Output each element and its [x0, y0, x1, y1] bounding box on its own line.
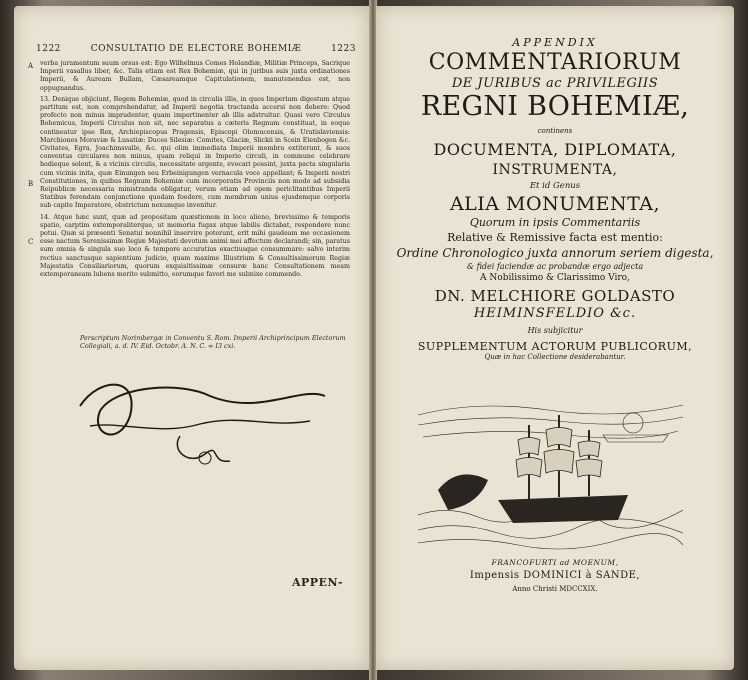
paragraph: 13. Denique objiciunt, Regem Bohemiæ, quod in circulis illis, in quos Imperium digestum atque partitum est, non comprehendatur, ad Imperii negotia tractanda accersi non debere: Quod profecto non minus imprudenter, quam impertinenter ab illis adstruitur. Quasi vero Circulus Bohemicus, Imperii Circulus non sit, nec separatus a cæteris Regnum constituat, in eoque contineatur ipse Rex, Archiepiscopus Pragensis, Episcopi Olomucensis, & Uratislaviensis: Marchiones Moraviæ & Lusatiæ: Duces Silesiæ: Comites, Glaciæ, Slickii in Scein Elenbogen &c. Civitates, Egra, Joachimsvalle, &c. qui olim immediata Imperii membra extiterunt, & suos conventus circulares non minus, quam reliqui in Imperio circuli, in commune celebrare hodieque solent, & a vicinis circulis, necessitate urgente, evocari possint, juxta pacta singularia cum vicinis inita, quæ Einungen seu Erbeinigungen vernacula voce appellant; & Imperii nostri Constitutiones, in quibus Regnum Bohemiæ cum incorporatis Provinciis non modo ad subsidia Reipublicæ necessaria ministranda obligatur, verum etiam ad opem periclitantibus Imperii Statibus ferendam conjunctione quodam foedere, cum membrum unius ejusdemque corporis sub capite Imperatore, obstrictum nexumque invenitur.: [40, 95, 350, 210]
catchword: APPEN-: [292, 576, 344, 589]
title-documenta: DOCUMENTA, DIPLOMATA,: [433, 140, 677, 159]
title-nobilissimo: A Nobilissimo & Clarissimo Viro,: [480, 273, 630, 283]
title-commentariorum: COMMENTARIORUM: [428, 50, 682, 75]
title-fidei: & fidei faciendæ ac probandæ ergo adjecta: [466, 262, 644, 271]
paragraph: 14. Atque hæc sunt, quæ ad propositam quæstionem in loco alieno, brevissimo & temporis spatio, carptim extemporaliterque, ut memoria fugax atque labilis dictabat, respondere nunc potui. Quæ si præsenti Senatui nonnihil inservire poterunt, erit mihi gaudeam me occasionem esse nactum Serenissimæ Regiæ Majestati devotum animi mei affectum declarandi; sin, paratus sum omnia & singula suo loco & tempore accuratius exactiusque consummare: salvo interim rectius sanctusque sapientium judicio, quam maxime Illustrium & Consultissimorum Regiæ Majestatis Consiliariorum, quorum exquisitissimæ censuræ hanc Consultationem meam extemporaneam lubens merito submitto, eorumque favori me subnixe commendo.: [40, 213, 350, 279]
margin-letter-c: C: [28, 238, 34, 246]
running-title: CONSULTATIO DE ELECTORE BOHEMIÆ: [90, 44, 302, 54]
imprint-place: FRANCOFURTI ad MOENUM,: [491, 558, 619, 567]
title-regni: REGNI BOHEMIÆ,: [420, 91, 690, 122]
title-et-id: Et id Genus: [529, 181, 581, 191]
signature-flourish: [60, 366, 340, 476]
margin-letter-b: B: [28, 180, 34, 188]
imprint-year: Anno Christi MDCCXIX.: [512, 585, 598, 593]
author-name: DN. MELCHIORE GOLDASTO: [434, 287, 676, 305]
title-relative: Relative & Remissive facta est mentio:: [447, 231, 663, 244]
body-text: [40, 60, 350, 282]
title-his: His subjicitur: [527, 326, 583, 335]
title-ordine: Ordine Chronologico juxta annorum seriem digesta,: [396, 246, 714, 260]
colophon: Perscriptum Norimbergæ in Conventu S. Rom. Imperii Archiprincipum Electorum Collegiali, a. d. IV. Eid. Octobr. A. N. C. ∞ I3 cxi.: [80, 334, 346, 351]
imprint-printer: Impensis DOMINICI à SANDE,: [469, 570, 641, 581]
title-de-juribus: DE JURIBUS ac PRIVILEGIIS: [451, 76, 659, 91]
title-instrumenta: INSTRUMENTA,: [492, 162, 618, 178]
title-supplementum: SUPPLEMENTUM ACTORUM PUBLICORUM,: [417, 340, 693, 353]
running-head: [36, 44, 356, 54]
title-appendix: APPENDIX: [512, 36, 598, 49]
page-number-right: 1223: [331, 44, 356, 54]
page-number-left: 1222: [36, 44, 61, 54]
ship-engraving: [418, 395, 683, 550]
margin-letter-a: A: [28, 62, 34, 70]
title-continens: continens: [537, 127, 573, 135]
paragraph: verba juramentum suum orsus est: Ego Wilhelmus Comes Holandiæ, Militiæ Princeps, Sacrique Imperii vasallus liber, &c. Talis etiam est Rex Bohemiæ, qui in juribus suis juxta ordinationes Imperii, & Auream Bullam, Cæsareamque Capitulationem, manutenendus est, non oppugnandus.: [40, 60, 350, 92]
title-quorum: Quorum in ipsis Commentariis: [469, 216, 641, 229]
author-surname: HEIMINSFELDIO &c.: [473, 306, 637, 321]
title-quae: Quæ in hac Collectione desiderabantur.: [484, 353, 626, 361]
title-alia: ALIA MONUMENTA,: [449, 193, 661, 215]
